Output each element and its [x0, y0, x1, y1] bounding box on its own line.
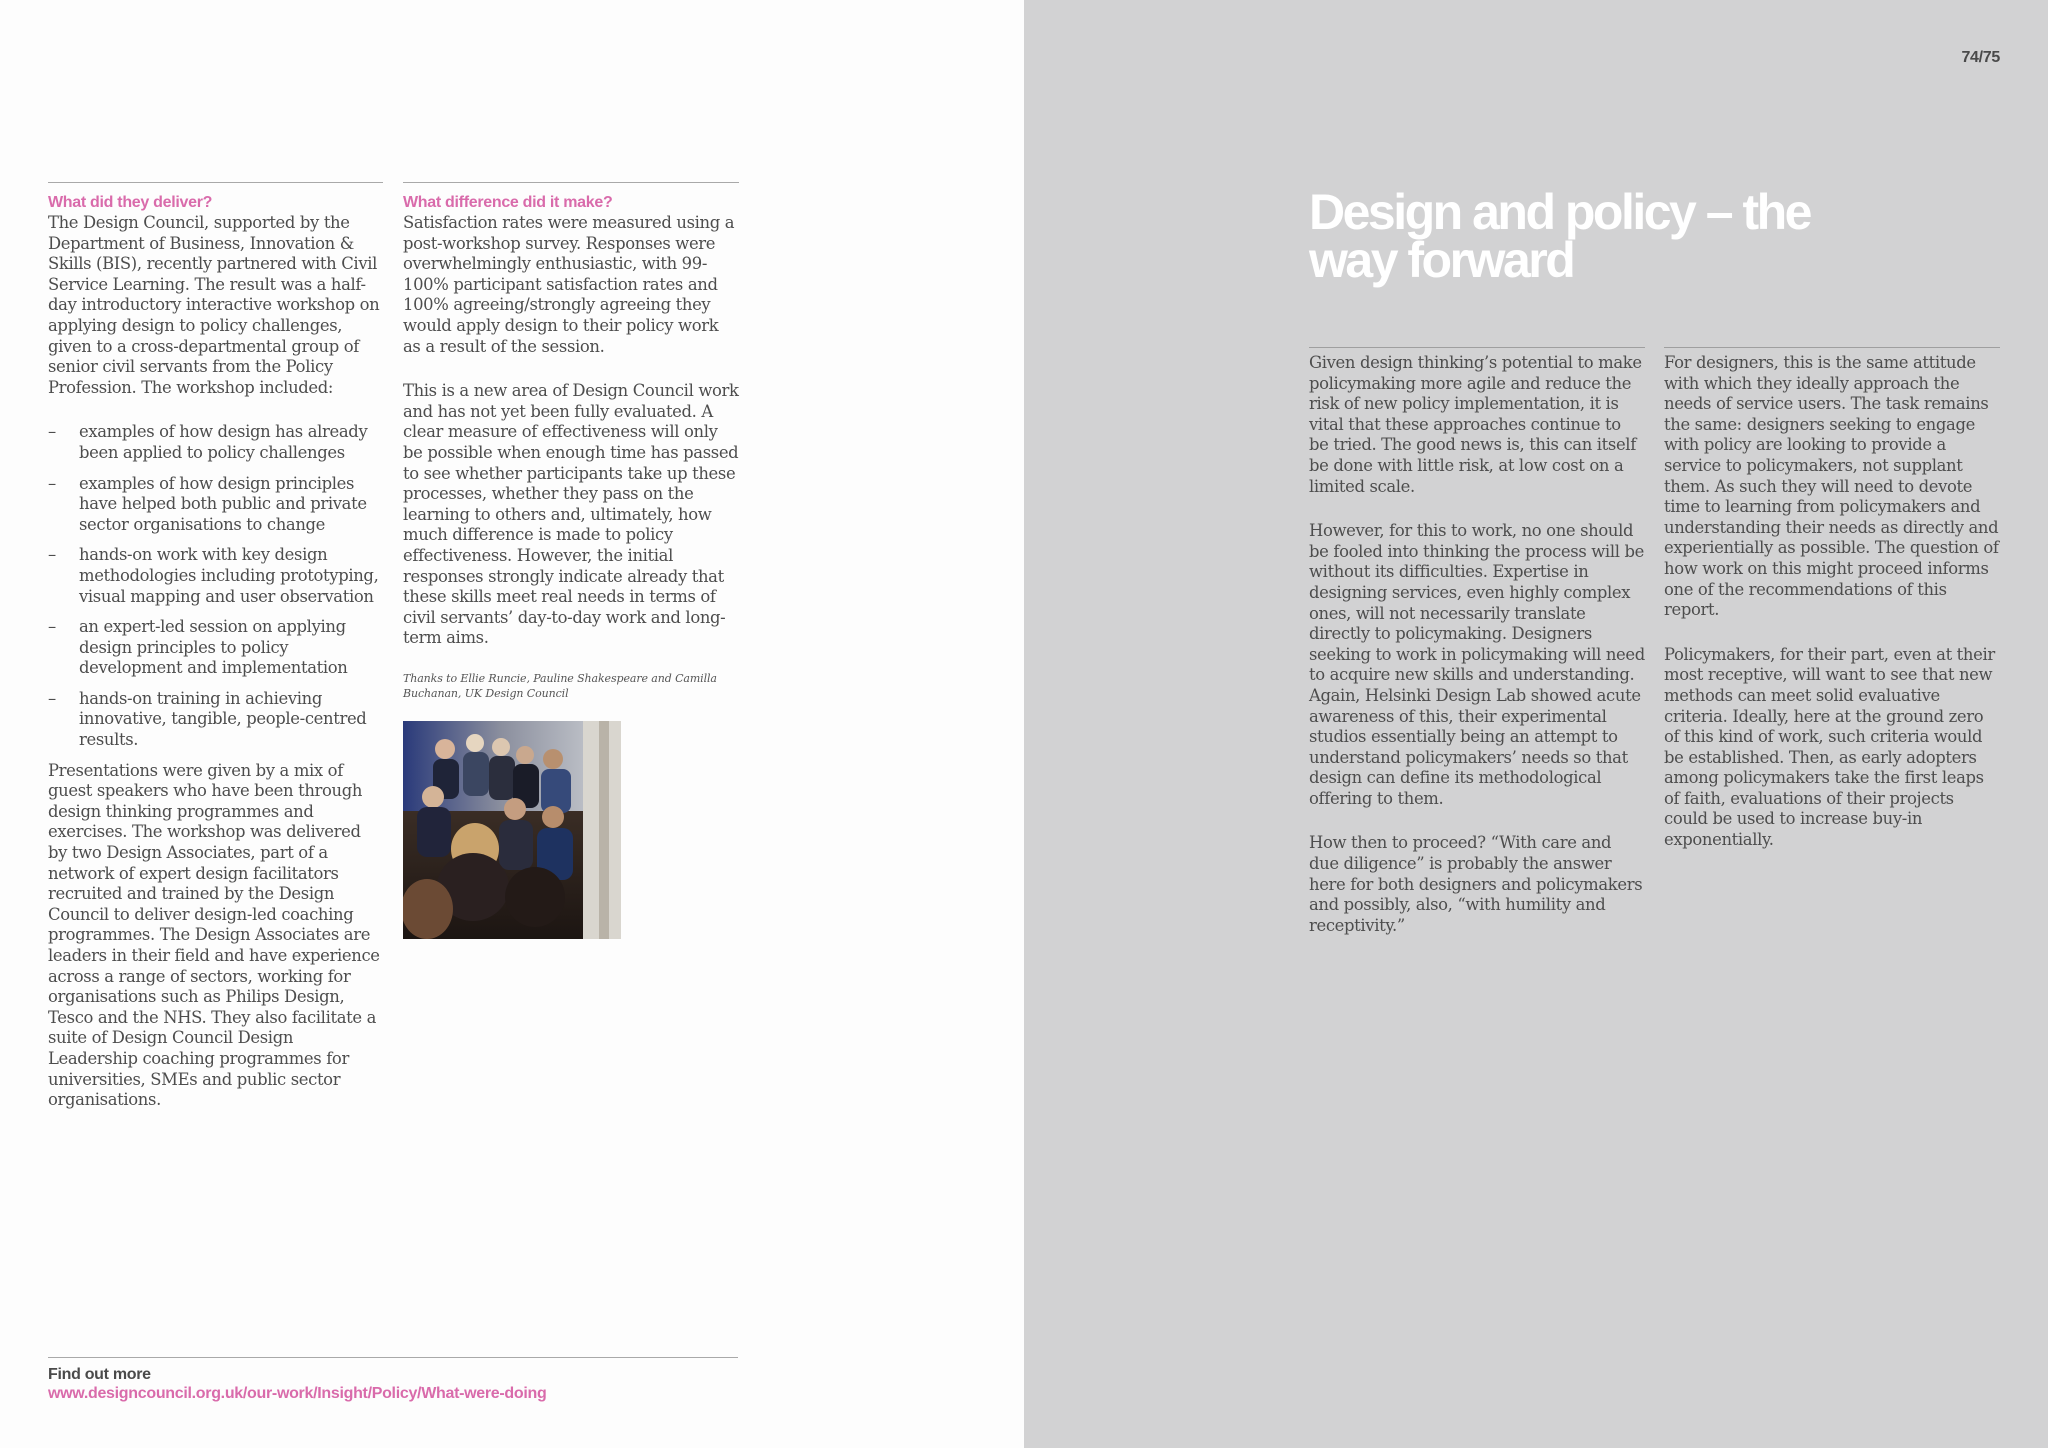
workshop-list	[48, 422, 383, 750]
bullet-dash: –	[48, 422, 56, 442]
column-rule	[403, 182, 739, 183]
body-paragraph: Policymakers, for their part, even at their most receptive, will want to see that new methods can meet solid evaluative criteria. Ideally, here at the ground zero of this kind of work, such criteria would be established. Then, as early adopters among policymakers take the first leaps of faith, evaluations of their projects could be used to increase buy-in exponentially.	[1664, 644, 1995, 850]
list-item-text: examples of how design has already been applied to policy challenges	[79, 422, 368, 462]
intro-paragraph: The Design Council, supported by the Department of Business, Innovation & Skills (BIS), recently partnered with Civil Service Learning. The result was a half-day introductory interactive workshop on applying design to policy challenges, given to a cross-departmental group of senior civil servants from the Policy Profession. The workshop included:	[48, 213, 380, 397]
left-column-1	[48, 182, 383, 1111]
list-item	[48, 474, 383, 536]
list-item-text: examples of how design principles have helped both public and private sector organisations to change	[79, 473, 367, 534]
evaluation-paragraph: This is a new area of Design Council work and has not yet been fully evaluated. A clear measure of effectiveness will only be possible when enough time has passed to see whether participants take up these processes, whether they pass on the learning to others and, ultimately, how much difference is made to policy effectiveness. However, the initial responses strongly indicate already that these skills meet real needs in terms of civil servants’ day-to-day work and long-term aims.	[403, 381, 739, 648]
list-item	[48, 617, 383, 679]
bullet-dash: –	[48, 473, 56, 493]
right-column-1	[1309, 347, 1645, 960]
audience-photo-illustration	[403, 721, 621, 939]
list-item-text: hands-on training in achieving innovative, tangible, people-centred results.	[79, 688, 367, 750]
chapter-title: Design and policy – the way forward	[1309, 184, 1810, 288]
list-item-text: hands-on work with key design methodologies including prototyping, visual mapping and user observation	[79, 545, 379, 606]
list-item	[48, 422, 383, 463]
list-item	[48, 545, 383, 607]
bullet-dash: –	[48, 545, 56, 565]
credits-note: Thanks to Ellie Runcie, Pauline Shakespeare and Camilla Buchanan, UK Design Council	[403, 671, 717, 700]
section-heading: What difference did it make?	[403, 194, 613, 211]
column-rule	[48, 182, 383, 183]
list-item-text: an expert-led session on applying design principles to policy development and implementation	[79, 617, 348, 678]
results-paragraph: Satisfaction rates were measured using a post-workshop survey. Responses were overwhelmingly enthusiastic, with 99-100% participant satisfaction rates and 100% agreeing/strongly agreeing they would apply design to their policy work as a result of the session.	[403, 213, 735, 356]
right-column-2	[1664, 347, 2000, 875]
list-item	[48, 689, 383, 751]
workshop-photo	[403, 721, 621, 939]
section-heading: What did they deliver?	[48, 194, 213, 211]
body-paragraph: However, for this to work, no one should be fooled into thinking the process will be without its difficulties. Expertise in designing services, even highly complex ones, will not necessarily translate directly to policymaking. Designers seeking to work in policymaking will need to acquire new skills and understanding. Again, Helsinki Design Lab showed acute awareness of this, their experimental studios essentially being an attempt to understand policymakers’ needs so that design can define its methodological offering to them.	[1309, 521, 1645, 808]
bullet-dash: –	[48, 688, 56, 708]
find-out-more-heading: Find out more	[48, 1366, 151, 1383]
page-number: 74/75	[1961, 49, 2000, 66]
bullet-dash: –	[48, 617, 56, 637]
footer-rule	[48, 1357, 738, 1358]
outro-paragraph: Presentations were given by a mix of guest speakers who have been through design thinking programmes and exercises. The workshop was delivered by two Design Associates, part of a network of expert design facilitators recruited and trained by the Design Council to deliver design-led coaching programmes. The Design Associates are leaders in their field and have experience across a range of sectors, working for organisations such as Philips Design, Tesco and the NHS. They also facilitate a suite of Design Council Design Leadership coaching programmes for universities, SMEs and public sector organisations.	[48, 760, 380, 1110]
left-column-2	[403, 182, 739, 939]
body-paragraph: Given design thinking’s potential to make policymaking more agile and reduce the risk of new policy implementation, it is vital that these approaches continue to be tried. The good news is, this can itself be done with little risk, at low cost on a limited scale.	[1309, 353, 1642, 496]
find-out-more	[48, 1357, 738, 1403]
body-paragraph: How then to proceed? “With care and due diligence” is probably the answer here for both designers and policymakers and possibly, also, “with humility and receptivity.”	[1309, 833, 1643, 935]
design-council-link[interactable]: www.designcouncil.org.uk/our-work/Insight/Policy/What-were-doing	[48, 1385, 547, 1402]
body-paragraph: For designers, this is the same attitude with which they ideally approach the needs of service users. The task remains the same: designers seeking to engage with policy are looking to provide a service to policymakers, not supplant them. As such they will need to devote time to learning from policymakers and understanding their needs as directly and experientially as possible. The question of how work on this might proceed informs one of the recommendations of this report.	[1664, 353, 1999, 620]
